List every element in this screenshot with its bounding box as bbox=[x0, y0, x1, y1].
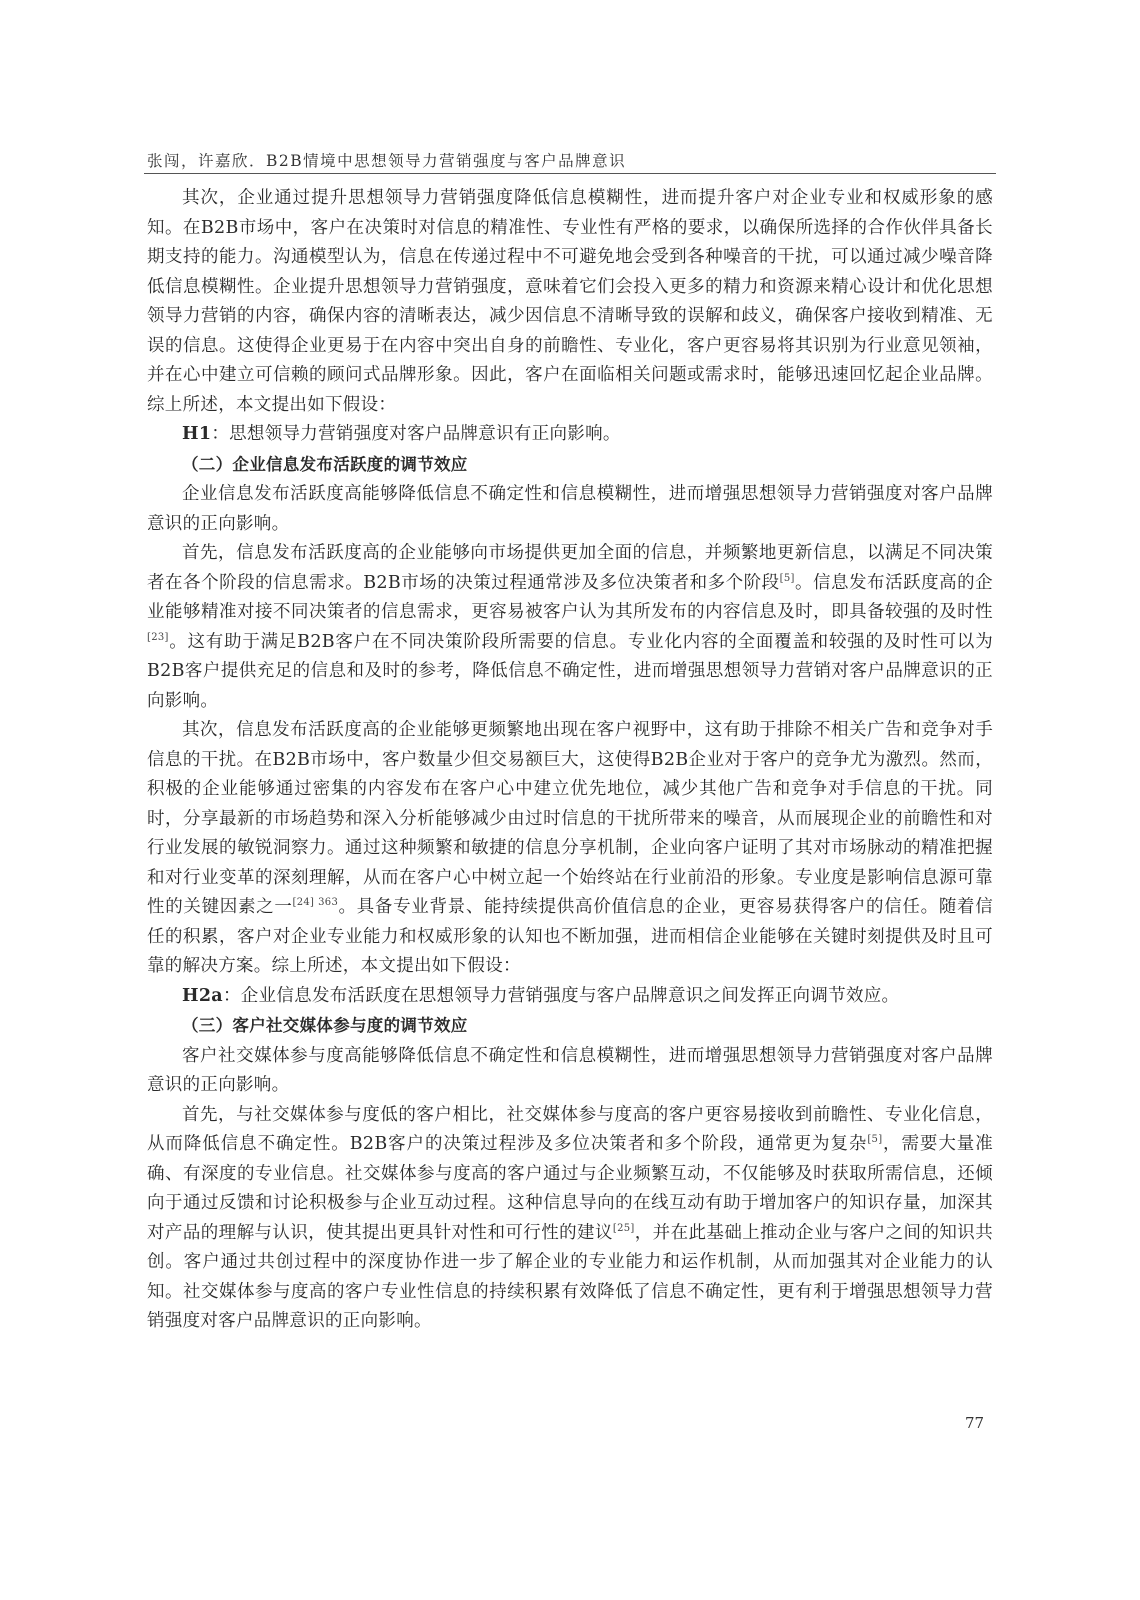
text-run: ：企业信息发布活跃度在思想领导力营销强度与客户品牌意识之间发挥正向调节效应。 bbox=[222, 985, 900, 1006]
body-paragraph bbox=[147, 1042, 993, 1101]
text-run: 其次，企业通过提升思想领导力营销强度降低信息模糊性，进而提升客户对企业专业和权威形象的感知。在B2B市场中，客户在决策时对信息的精准性、专业性有严格的要求，以确保所选择的合作伙伴具备长期支持的能力。沟通模型认为，信息在传递过程中不可避免地会受到各种噪音的干扰，可以通过减少噪音降低信息模糊性。企业提升思想领导力营销强度，意味着它们会投入更多的精力和资源来精心设计和优化思想领导力营销的内容，确保内容的清晰表达，减少因信息不清晰导致的误解和歧义，确保客户接收到精准、无误的信息。这使得企业更易于在内容中突出自身的前瞻性、专业化，客户更容易将其识别为行业意见领袖，并在心中建立可信赖的顾问式品牌形象。因此，客户在面临相关问题或需求时，能够迅速回忆起企业品牌。综上所述，本文提出如下假设： bbox=[147, 188, 993, 415]
text-run: 企业信息发布活跃度高能够降低信息不确定性和信息模糊性，进而增强思想领导力营销强度对客户品牌意识的正向影响。 bbox=[147, 484, 993, 534]
text-run: 客户社交媒体参与度高能够降低信息不确定性和信息模糊性，进而增强思想领导力营销强度对客户品牌意识的正向影响。 bbox=[147, 1045, 993, 1095]
text-run: 首先，与社交媒体参与度低的客户相比，社交媒体参与度高的客户更容易接收到前瞻性、专业化信息，从而降低信息不确定性。B2B客户的决策过程涉及多位决策者和多个阶段，通常更为复杂 bbox=[147, 1104, 993, 1154]
text-run: ，需要大量准确、有深度的专业信息。社交媒体参与度高的客户通过与企业频繁互动，不仅能够及时获取所需信息，还倾向于通过反馈和讨论积极参与企业互动过程。这种信息导向的在线互动有助于增加客户的知识存量，加深其对产品的理解与认识，使其提出更具针对性和可行性的建议 bbox=[147, 1134, 993, 1243]
citation-ref: [25] bbox=[612, 1222, 635, 1234]
citation-ref: [5] bbox=[779, 572, 795, 584]
text-run: 。这有助于满足B2B客户在不同决策阶段所需要的信息。专业化内容的全面覆盖和较强的及时性可以为B2B客户提供充足的信息和及时的参考，降低信息不确定性，进而增强思想领导力营销对客户品牌意识的正向影响。 bbox=[147, 631, 993, 711]
text-run: ，并在此基础上推动企业与客户之间的知识共创。客户通过共创过程中的深度协作进一步了解企业的专业能力和运作机制，从而加强其对企业能力的认知。社交媒体参与度高的客户专业性信息的持续积累有效降低了信息不确定性，更有利于增强思想领导力营销强度对客户品牌意识的正向影响。 bbox=[147, 1222, 993, 1331]
citation-ref: [23] bbox=[147, 631, 169, 643]
page-number: 77 bbox=[965, 1414, 985, 1432]
text-run: 首先，信息发布活跃度高的企业能够向市场提供更加全面的信息，并频繁地更新信息，以满足不同决策者在各个阶段的信息需求。B2B市场的决策过程通常涉及多位决策者和多个阶段 bbox=[147, 543, 993, 593]
citation-ref: [24] 363 bbox=[292, 897, 339, 909]
header-rule bbox=[144, 173, 996, 174]
text-run: 其次，信息发布活跃度高的企业能够更频繁地出现在客户视野中，这有助于排除不相关广告和竞争对手信息的干扰。在B2B市场中，客户数量少但交易额巨大，这使得B2B企业对于客户的竞争尤为激烈。然而，积极的企业能够通过密集的内容发布在客户心中建立优先地位，减少其他广告和竞争对手信息的干扰。同时，分享最新的市场趋势和深入分析能够减少由过时信息的干扰所带来的噪音，从而展现企业的前瞻性和对行业发展的敏锐洞察力。通过这种频繁和敏捷的信息分享机制，企业向客户证明了其对市场脉动的精准把握和对行业变革的深刻理解，从而在客户心中树立起一个始终站在行业前沿的形象。专业度是影响信息源可靠性的关键因素之一 bbox=[147, 720, 993, 917]
body-paragraph bbox=[147, 184, 993, 420]
running-header: 张闯，许嘉欣．B2B情境中思想领导力营销强度与客户品牌意识 bbox=[147, 152, 627, 170]
text-run: 。具备专业背景、能持续提供高价值信息的企业，更容易获得客户的信任。随着信任的积累，客户对企业专业能力和权威形象的认知也不断加强，进而相信企业能够在关键时刻提供及时且可靠的解决方案。综上所述，本文提出如下假设： bbox=[147, 897, 993, 976]
section-heading-text: （二）企业信息发布活跃度的调节效应 bbox=[182, 454, 468, 474]
body-paragraph bbox=[147, 1101, 993, 1337]
hypothesis-label: H1 bbox=[182, 424, 212, 444]
body-paragraph bbox=[147, 716, 993, 982]
hypothesis bbox=[147, 982, 993, 1012]
text-run: ：思想领导力营销强度对客户品牌意识有正向影响。 bbox=[211, 424, 621, 444]
section-heading bbox=[147, 450, 993, 481]
hypothesis bbox=[147, 420, 993, 450]
body-text bbox=[147, 184, 993, 1337]
body-paragraph bbox=[147, 539, 993, 716]
hypothesis-label: H2a bbox=[182, 985, 223, 1006]
citation-ref: [5] bbox=[867, 1134, 883, 1146]
section-heading-text: （三）客户社交媒体参与度的调节效应 bbox=[182, 1016, 468, 1035]
section-heading bbox=[147, 1011, 993, 1042]
body-paragraph bbox=[147, 480, 993, 539]
text-run: 。信息发布活跃度高的企业能够精准对接不同决策者的信息需求，更容易被客户认为其所发布的内容信息及时，即具备较强的及时性 bbox=[147, 572, 993, 622]
